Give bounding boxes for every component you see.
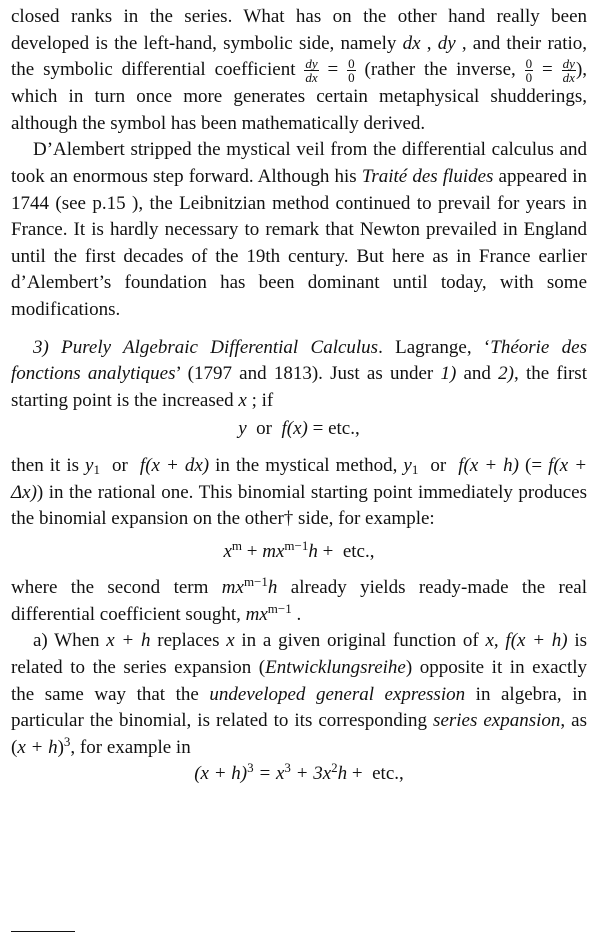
footnote-rule — [11, 931, 75, 932]
fraction-dy-dx-inverse: $\frac{dy}{dx}$ — [562, 56, 575, 86]
page-text — [11, 4, 587, 798]
paragraph-6: a) When x + h replaces x in a given original function of x, f(x + h) is related to the series expansion (Entwicklungsreihe) opposite it in exactly the same way that the undeveloped general expression in algebra, in particular the binomial, is related to its corresponding series expansion, as $(x + h)^3$, for example in — [11, 630, 588, 758]
math-dy: dy — [437, 32, 456, 54]
equation-3: $(x + h)^3 = x^3 + 3x^2h$ + etc., — [194, 760, 404, 785]
book-title-theorie: Théorie des fonctions analytiques — [11, 336, 587, 385]
fraction-zero-zero-inverse: $\frac{0}{0}$ — [525, 56, 533, 86]
book-title-traite: Traité des fluides — [361, 165, 494, 187]
paragraph-4: then it is $y_1$ or f(x + dx) in the mystical method, $y_1$ or f(x + h) (= f(x + Δx)) in the rational one. This binomial starting point immediately produces the binomial expansion on the other† side, for example: — [11, 454, 588, 530]
paragraph-1: closed ranks in the series. What has on the other hand really been developed is the left-hand, symbolic side, namely dx , dy , and their ratio, the symbolic differential coefficient $\frac{dy}{dx}$ = $\frac{0}{0}$ (rather the inverse, $\frac{0}{0}$ = $\frac{dy}{dx}$ ), which in turn once more generates certain metaphysical shudderings, although the symbol has been mathematically derived. — [11, 6, 588, 134]
math-dx: dx — [402, 32, 421, 54]
paragraph-5: where the second term $mx^{m-1}h$ already yields ready-made the real differential coefficient sought, $mx^{m-1}$ . — [11, 574, 587, 625]
fraction-zero-zero: $\frac{0}{0}$ — [348, 56, 355, 86]
fraction-dy-dx: $\frac{dy}{dx}$ — [305, 56, 318, 86]
paragraph-3: 3) Purely Algebraic Differential Calculus. Lagrange, ‘Théorie des fonctions analytiques’ (1797 and 1813). Just as under 1) and 2), the first starting point is the increased x ; if — [11, 336, 587, 411]
paragraph-2: D’Alembert stripped the mystical veil from the differential calculus and took an enormous step forward. Although his Traité des fluides appeared in 1744 (see p.15 ), the Leibnitzian method continued to prevail for years in France. It is hardly necessary to remark that Newton prevailed in England until the first decades of the 19th century. But here as in France earlier d’Alembert’s foundation has been dominant until today, with some modifications. — [11, 139, 587, 320]
equation-1: y or f(x) = etc., — [238, 418, 360, 440]
equation-2: $x^m + mx^{m-1}h$ + etc., — [223, 537, 375, 562]
section-heading: 3) Purely Algebraic Differential Calculus — [33, 336, 379, 358]
